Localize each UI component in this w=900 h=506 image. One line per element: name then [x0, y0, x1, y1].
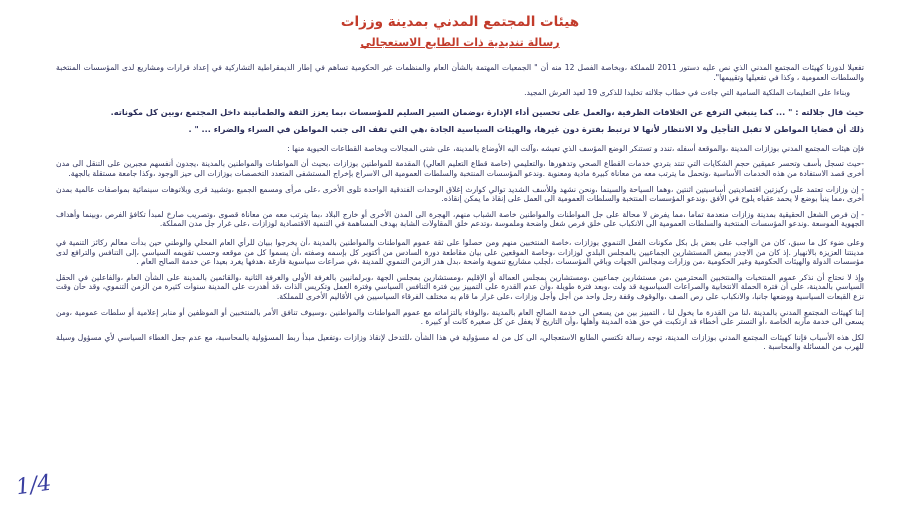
page-number: 1/4 [14, 470, 53, 501]
paragraph-denunciation: فإن هيئات المجتمع المدني بوزازات المدينة ،والموقعة أسفله ،تندد و تستنكر الوضع المؤسف الذي تعيشه ،وآلت اليه الأوضاع بالمدينة، على شتى المجالات وبخاصة القطاعات الحيوية منها : [287, 143, 864, 153]
paragraph-royal-quote-1: حيث قال جلالته : " ... كما ينبغي الترفع عن الخلافات الظرفية ،والعمل على تحسين أداء الإدارة ،وضمان السير السليم للمؤسسات ،بما يعزز الثقة والطمأنينة داخل المجتمع ،وبين كل مكوناته. [110, 106, 864, 117]
paragraph-elected-officials: وعلى ضوء كل ما سبق، كان من الواجب على بعض بل بكل مكونات الفعل التنموي بوزازات ،خاصة المنتخبين منهم ومن حصلوا على ثقة عموم المواطنات والمواطنين بالمدينة ،أن يخرجوا ببيان للرأي العام المحلي والوطني حين بدأت معالم ركائز التنمية في مدينتنا العزيزة بالانهيار .إذ كان من الاجدر ببعض المستشارين الجماعيين بالمجلس البلدي لوزازات ،وخاصة الموقعين على بيان مقاطعة دورة السادس من أكتوبر كل بإسمه وصفته ،أن يسموا كل من موقعه وحسب تقويمه السياسي ،إلى التنافس والترافع لدى مؤسسات الدولة والهيئات الحكومية وغير الحكومية ،من وزارات ومجالس الجهات وباقي المؤسسات ،لجلب مشاريع تنموية واضحة ،بدل هدر الزمن التنموي للمدينة ،في صراعات سياسوية فارغة ،هدفها يغرد بعيدا عن خدمة الصالح العام . [56, 237, 864, 267]
paragraph-political-reminder: وإذ لا نحتاج أن نذكر عموم المنتخبات والمنتخبين المحترمين ،من مستشارين جماعيين ،ومستشارين بمجلس العمالة أو الإقليم ،ومستشارين بمجلس الجهة ،وبرلمانيين بالغرفة الأولى والغرفة الثانية ،والقائمين بالمدينة على الشأن العام ،والفاعلين في الحقل السياسي بالمدينة، على أن فترة الحملة الانتخابية والصراعات السياسوية قد ولت ،وبعد فترة طويلة ،وأن عدم القدرة على التمييز بين فترة التنافس السياسي وفترة العمل وتكريس الذات ،قد أهدرت على المدينة سنوات كثيرة من الزمن التنموي، وقد حان وقت نزع القبعات السياسية ووضعها جانبا، والانكباب على رص الصف ،والوقوف وقفة رجل واحد من أجل وأجل وزازات ،على غرار ما قام به مختلف الفرقاء السياسيين في الأقاليم الأخرى للمملكة. [56, 272, 864, 301]
paragraph-health-education: -حيث تسجل بأسف وتحسر عميقين حجم الشكايات التي تنتد بتردي خدمات القطاع الصحي وتدهورها ،والتعليمي (خاصة قطاع التعليم العالي) المقدمة للمواطنين بوزازات ،بحيث أن المواطنات والمواطنين بالمدينة ،يجدون أنفسهم مجبرين على التنقل الى مدن أخرى قصد الاستفادة من هذه الخدمات الأساسية ،وتحمل ما يترتب معه من معاناة كبيرة مادية ومعنوية .وندعو المؤسسات المنتخبة والسلطات العمومية الى الاسراع بإخراج المستشفى المتعدد التخصصات بوزازات الى حيز الوجود ،وكذا جامعة مستقلة بالجهة. [56, 159, 864, 178]
paragraph-royal-instructions: وبناءا على التعليمات الملكية السامية التي جاءت في خطاب جلالته تخليدا للذكرى 19 لعيد العرش المجيد. [524, 88, 850, 98]
paragraph-constitution: تفعيلا لدورنا كهيئات المجتمع المدني الذي نص عليه دستور 2011 للمملكة ،وبخاصة الفصل 12 منه أن " الجمعيات المهتمة بالشأن العام والمنظمات غير الحكومية تساهم في إطار الديمقراطية التشاركية في إعداد قرارات ومشاريع لدى المؤسسات المنتخبة والسلطات العمومية ، وكذا في تفعيلها وتقييمها". [56, 63, 864, 82]
paragraph-employment: - إن فرص الشغل الحقيقية بمدينة وزازات منعدمة تماما ،مما يفرض لا محالة على جل المواطنات والمواطنين خاصة الشباب منهم، الهجرة الى المدن الأخرى أو خارج البلاد ،بما يترتب معه من معاناة قصوى ،وتصريب صارخ لمبدأ تكافؤ الفرص ،وبينما وأهداف الجهوية الموسعة .وندعو المؤسسات المنتخبة والسلطات العمومية الى الانكباب على خلق فرص شغل واضحة وملموسة ،وتدعم خلق المقاولات الشابة بهدف المساهمة في التنمية الاقتصادية لوزازات ،على غرار جل مدن المملكة. [56, 209, 864, 229]
paragraph-conclusion: لكل هذه الأسباب فإننا كهيئات المجتمع المدني بوزازات المدينة، توجه رسالة تكتسي الطابع الاستعجالي، الى كل من له مسؤولية في هذا الشأن ،للتدخل لإنقاذ وزازات ،وتفعيل مبدأ ربط المسؤولية بالمحاسبة، مع عدم جعل الغطاء السياسي لأي مسؤول وسيلة للهرب من المسائلة والمحاسبة . [56, 332, 864, 352]
paragraph-civil-society: إننا كهيئات المجتمع المدني بالمدينة ،لنا من القدرة ما يخول لنا ، التمييز بين من يسعى الى خدمة الصالح العام بالمدينة ،والوفاء بالتزاماته مع عموم المواطنات والمواطنين ،وسيوف تنافق الأمر بالمنتخبين أو الموظفين أو منابر إعلامية أو سلطات عمومية ،ومن يسعى الى خدمة مآربه الخاصة ،أو التستر على أخطاء قد ارتكبت في حق هذه المدينة وأهلها ،وأن التاريخ لا يغفل عن كل صغيرة كانت أو كبيرة . [56, 307, 864, 327]
document-title: هيئات المجتمع المدني بمدينة وززات [340, 14, 580, 30]
document-subtitle: رسالة تنديدية ذات الطابع الاستعجالي [360, 36, 560, 49]
paragraph-tourism-cinema: - إن وزازات تعتمد على ركيزتين اقتصاديتين أساسيتين اثنتين ،وهما السياحة والسينما ،ونحن نشهد وللأسف الشديد توالي كوارث إغلاق الوحدات الفندقية الواحدة تلوى الأخرى ،على مرأى ومسمع الجميع ،وتشييد قرى وبلاتوهات سينمائية بمواصفات عالمية بمدن أخرى ،مما ينبأ بوضع لا يحمد عقباه يلوح في الأفق ،وندعو المؤسسات المنتخبة والسلطات العمومية الى العمل على إنقاذ ما يمكن إنقاذه. [56, 184, 864, 204]
paragraph-royal-quote-2: ذلك أن قضايا المواطن لا تقبل التأجيل ولا الانتظار لأنها لا ترتبط بفترة دون غيرها، والهيئات السياسية الجادة ،هي التي تقف الى جنب المواطن في السراء والضراء ... " . [188, 123, 864, 134]
